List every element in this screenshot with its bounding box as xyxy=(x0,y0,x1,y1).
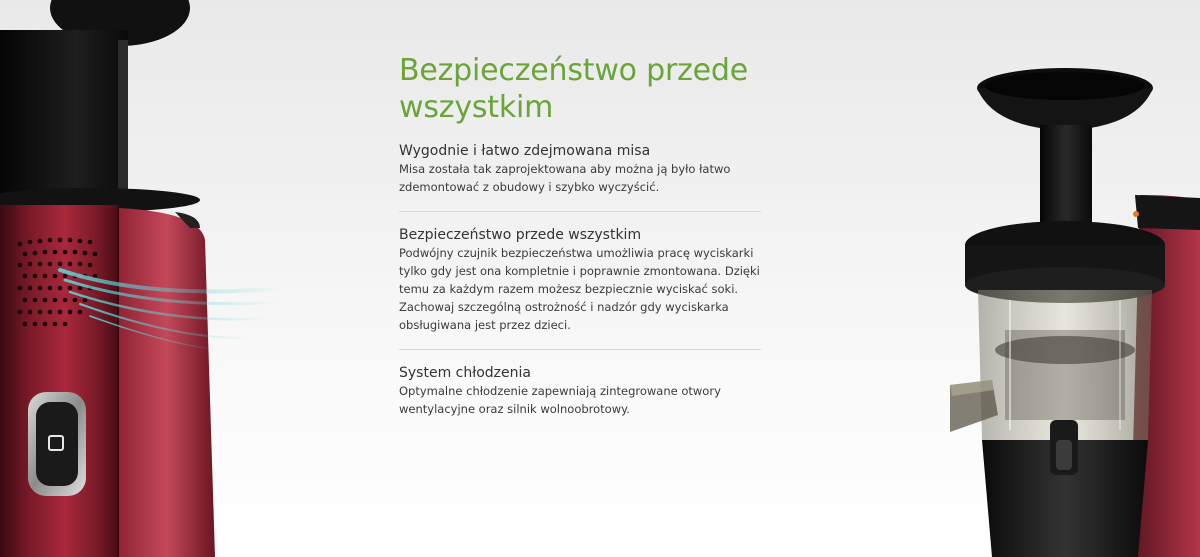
power-button-icon xyxy=(28,392,86,496)
feature-item xyxy=(399,143,761,211)
feature-title: Bezpieczeństwo przede wszystkim xyxy=(399,227,642,243)
feature-title: Wygodnie i łatwo zdejmowana misa xyxy=(399,143,651,159)
feature-title: System chłodzenia xyxy=(399,365,531,381)
feature-description: Optymalne chłodzenie zapewniają zintegrowane otwory wentylacyjne oraz silnik wolnoobrotowy. xyxy=(399,384,721,416)
juicer-full-image xyxy=(910,0,1200,557)
feature-description: Podwójny czujnik bezpieczeństwa umożliwia pracę wyciskarki tylko gdy jest ona kompletnie i poprawnie zmontowana. Dzięki temu za każdym razem możesz bezpiecznie wyciskać soki. Zachowaj szczególną ostrożność i nadzór gdy wyciskarka obsługiwana jest przez dzieci. xyxy=(399,246,760,332)
juicer-closeup-image xyxy=(0,0,290,557)
feature-item xyxy=(399,349,761,433)
feature-item xyxy=(399,211,761,349)
section-title: Bezpieczeństwo przede wszystkim xyxy=(399,53,749,125)
feature-description: Misa została tak zaprojektowana aby można ją było łatwo zdemontować z obudowy i szybko wyczyścić. xyxy=(399,162,731,194)
features-panel xyxy=(399,52,761,433)
